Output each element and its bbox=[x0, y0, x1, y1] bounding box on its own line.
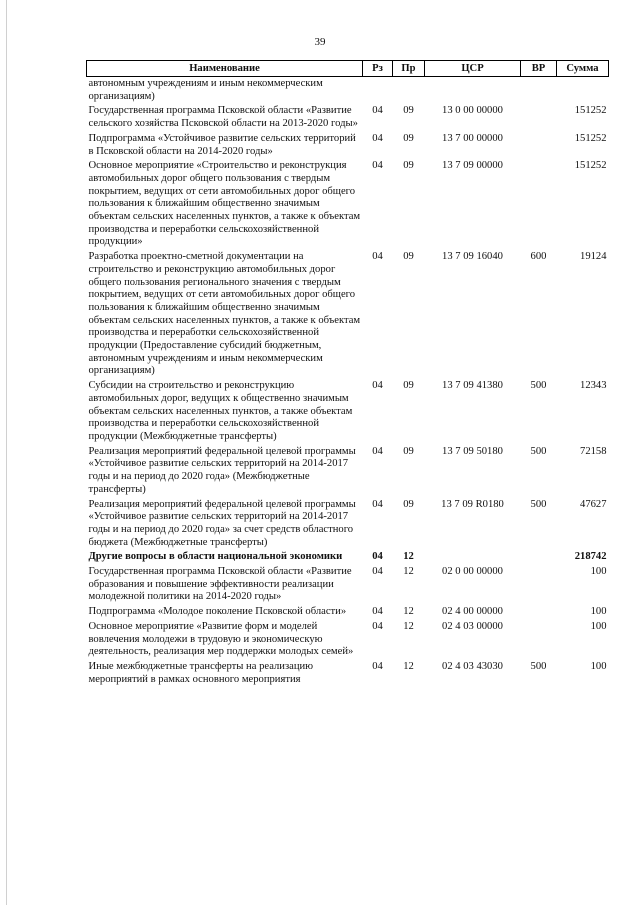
cell-rz: 04 bbox=[372, 620, 383, 632]
table-header-row bbox=[87, 61, 609, 77]
cell-name: Государственная программа Псковской области «Развитие образования и повышение эффективности реализации молодежной политики на 2014-2020 годы» bbox=[88, 566, 352, 603]
cell-sum: 100 bbox=[590, 606, 607, 618]
cell-name: Государственная программа Псковской области «Развитие сельского хозяйства Псковской области на 2013-2020 годы» bbox=[88, 105, 358, 130]
cell-sum: 47627 bbox=[580, 498, 607, 510]
cell-pr: 09 bbox=[403, 160, 414, 172]
cell-csr bbox=[425, 550, 521, 565]
cell-rz: 04 bbox=[372, 251, 383, 263]
cell-rz: 04 bbox=[372, 132, 383, 144]
cell-csr: 13 7 09 00000 bbox=[442, 160, 503, 172]
header-rz: Рз bbox=[363, 61, 393, 77]
cell-sum: 151252 bbox=[574, 132, 607, 144]
cell-csr: 13 7 09 16040 bbox=[442, 251, 503, 263]
cell-pr: 09 bbox=[403, 498, 414, 510]
cell-csr: 13 7 00 00000 bbox=[442, 132, 503, 144]
cell-pr: 09 bbox=[403, 105, 414, 117]
cell-sum: 100 bbox=[590, 660, 607, 672]
cell-rz: 04 bbox=[372, 566, 383, 578]
cell-name: Субсидии на строительство и реконструкцию автомобильных дорог, ведущих к общественно значимым объектам сельских населенных пунктов, а также объектам производства и переработки сельскохозяйственной продукции (Межбюджетные трансферты) bbox=[88, 380, 353, 442]
cell-name: Реализация мероприятий федеральной целевой программы «Устойчивое развитие сельских территорий на 2014-2017 годы и на период до 2020 года» за счет средств областного бюджета (Межбюджетные трансферты) bbox=[88, 498, 356, 548]
cell-vr bbox=[521, 77, 557, 105]
table-row bbox=[87, 104, 609, 131]
cell-csr: 13 7 09 50180 bbox=[442, 445, 503, 457]
cell-vr bbox=[521, 605, 557, 620]
cell-name: Реализация мероприятий федеральной целевой программы «Устойчивое развитие сельских территорий на 2014-2017 годы и на период до 2020 года» (Межбюджетные трансферты) bbox=[88, 445, 356, 495]
header-sum: Сумма bbox=[557, 61, 609, 77]
cell-sum: 100 bbox=[590, 620, 607, 632]
cell-vr bbox=[521, 565, 557, 605]
header-name: Наименование bbox=[87, 61, 363, 77]
cell-sum bbox=[557, 77, 609, 105]
cell-sum: 100 bbox=[590, 566, 607, 578]
cell-name: Подпрограмма «Устойчивое развитие сельских территорий в Псковской области на 2014-2020 годы» bbox=[88, 132, 356, 157]
table-row bbox=[87, 132, 609, 159]
table-row bbox=[87, 550, 609, 565]
cell-vr: 500 bbox=[530, 445, 547, 457]
table-body bbox=[87, 77, 609, 688]
cell-rz: 04 bbox=[372, 660, 383, 672]
cell-csr: 02 4 00 00000 bbox=[442, 606, 503, 618]
cell-rz: 04 bbox=[372, 445, 383, 457]
cell-pr: 12 bbox=[403, 551, 414, 563]
cell-csr: 02 0 00 00000 bbox=[442, 566, 503, 578]
cell-pr bbox=[393, 77, 425, 105]
cell-vr: 500 bbox=[530, 498, 547, 510]
cell-rz: 04 bbox=[372, 105, 383, 117]
cell-vr bbox=[521, 132, 557, 159]
cell-pr: 09 bbox=[403, 132, 414, 144]
table-row bbox=[87, 250, 609, 379]
cell-csr: 02 4 03 00000 bbox=[442, 620, 503, 632]
cell-name: Другие вопросы в области национальной экономики bbox=[88, 551, 343, 563]
cell-vr bbox=[521, 159, 557, 250]
cell-csr: 13 7 09 R0180 bbox=[441, 498, 504, 510]
cell-vr: 500 bbox=[530, 660, 547, 672]
cell-vr: 500 bbox=[530, 380, 547, 392]
cell-name: Разработка проектно-сметной документации на строительство и реконструкцию автомобильных дорог общего пользования регионального значения с твердым покрытием, ведущих от сети автомобильных дорог общего пользования к ближайшим общественно значимым объектам сельских населенных пунктов, а также к объектам производства и переработки сельскохозяйственной продукции (Предоставление субсидий бюджетным, автономным учреждениям и иным некоммерческим организациям) bbox=[88, 251, 361, 377]
cell-rz bbox=[363, 77, 393, 105]
cell-pr: 09 bbox=[403, 380, 414, 392]
page-number: 39 bbox=[314, 36, 326, 48]
cell-vr bbox=[521, 104, 557, 131]
header-vr: ВР bbox=[521, 61, 557, 77]
table-row bbox=[87, 159, 609, 250]
cell-name: Подпрограмма «Молодое поколение Псковской области» bbox=[88, 606, 347, 618]
cell-rz: 04 bbox=[372, 160, 383, 172]
cell-vr bbox=[521, 620, 557, 660]
table-row bbox=[87, 77, 609, 105]
cell-name: Иные межбюджетные трансферты на реализацию мероприятий в рамках основного мероприятия bbox=[88, 660, 314, 685]
cell-rz: 04 bbox=[372, 380, 383, 392]
table-row bbox=[87, 605, 609, 620]
cell-pr: 12 bbox=[403, 620, 414, 632]
cell-rz: 04 bbox=[372, 498, 383, 510]
cell-csr: 13 7 09 41380 bbox=[442, 380, 503, 392]
cell-sum: 72158 bbox=[580, 445, 607, 457]
table-row bbox=[87, 565, 609, 605]
cell-sum: 19124 bbox=[580, 251, 607, 263]
header-pr: Пр bbox=[393, 61, 425, 77]
table-row bbox=[87, 498, 609, 551]
table-row bbox=[87, 445, 609, 498]
cell-sum: 12343 bbox=[580, 380, 607, 392]
table-row bbox=[87, 620, 609, 660]
cell-sum: 151252 bbox=[574, 160, 607, 172]
cell-pr: 12 bbox=[403, 566, 414, 578]
table-row bbox=[87, 660, 609, 687]
cell-csr bbox=[425, 77, 521, 105]
cell-pr: 12 bbox=[403, 660, 414, 672]
cell-vr bbox=[521, 550, 557, 565]
cell-name: автономным учреждениям и иным некоммерческим организациям) bbox=[88, 78, 323, 102]
budget-table bbox=[86, 60, 609, 687]
scan-edge bbox=[6, 0, 7, 905]
table-row bbox=[87, 379, 609, 445]
cell-pr: 09 bbox=[403, 251, 414, 263]
cell-sum: 218742 bbox=[574, 551, 607, 563]
cell-csr: 02 4 03 43030 bbox=[442, 660, 503, 672]
cell-name: Основное мероприятие «Строительство и реконструкция автомобильных дорог общего пользования с твердым покрытием, ведущих от сети автомобильных дорог общего пользования к ближайшим общественно значимым объектам сельских населенных пунктов, а также к объектам производства и переработки сельскохозяйственной продукции» bbox=[88, 160, 361, 248]
cell-csr: 13 0 00 00000 bbox=[442, 105, 503, 117]
cell-sum: 151252 bbox=[574, 105, 607, 117]
header-csr: ЦСР bbox=[425, 61, 521, 77]
cell-name: Основное мероприятие «Развитие форм и моделей вовлечения молодежи в трудовую и экономическую деятельность, реализация мер поддержки молодых семей» bbox=[88, 620, 354, 658]
cell-vr: 600 bbox=[530, 251, 547, 263]
cell-rz: 04 bbox=[372, 551, 383, 563]
cell-rz: 04 bbox=[372, 606, 383, 618]
cell-pr: 09 bbox=[403, 445, 414, 457]
cell-pr: 12 bbox=[403, 606, 414, 618]
